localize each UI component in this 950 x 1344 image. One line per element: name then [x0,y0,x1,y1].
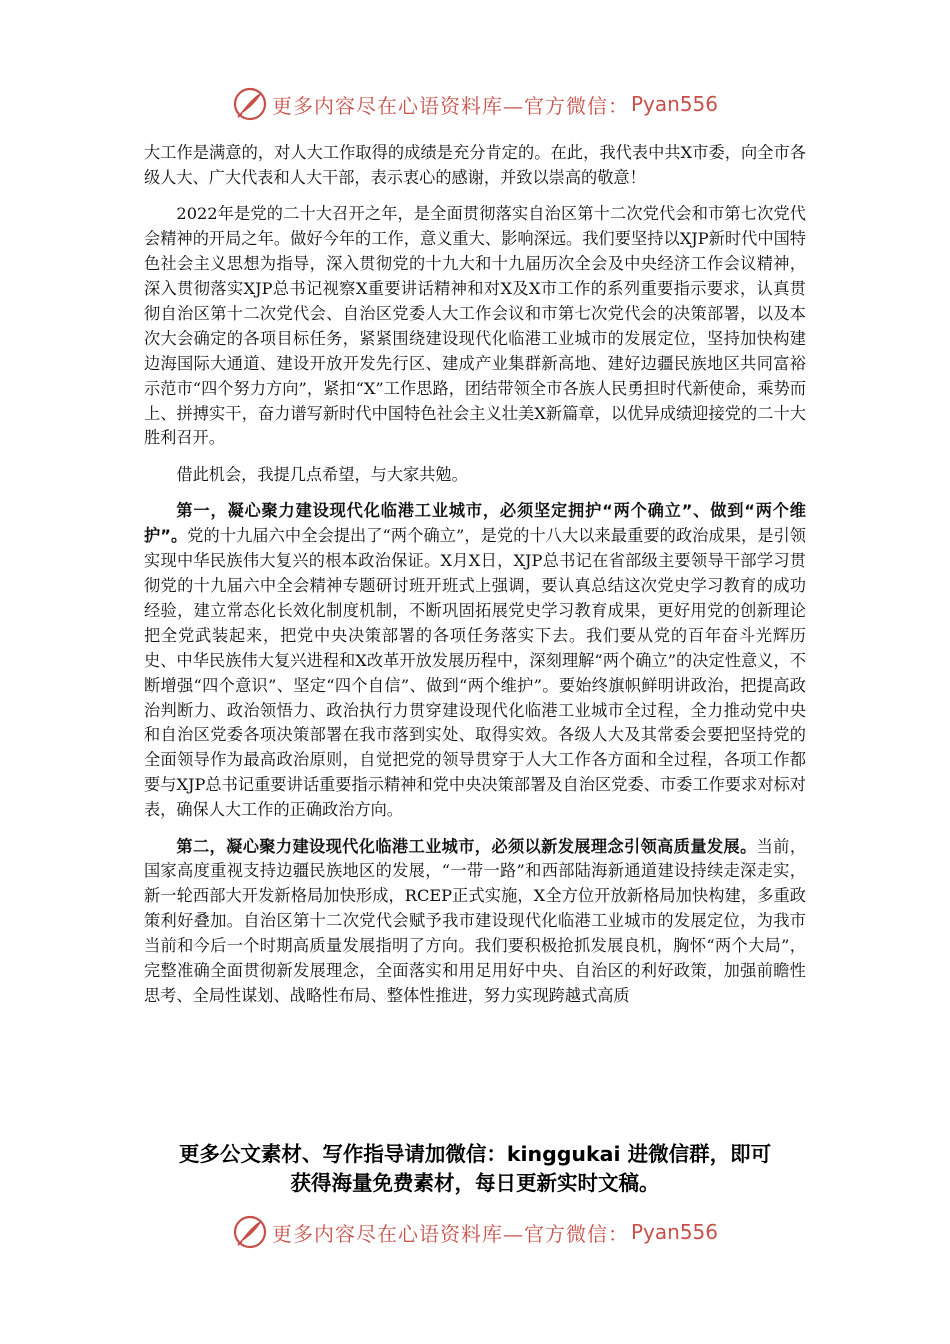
watermark-text: 更多内容尽在心语资料库—官方微信： [271,93,629,118]
paragraph-hopes-intro: 借此机会，我提几点希望，与大家共勉。 [176,464,468,484]
point-one-text: 党的十九届六中全会提出了“两个确立”，是党的十八大以来最重要的政治成果，是引领实现中华民族伟大复兴的根本政治保证。X月X日，XJP总书记在省部级主要领导干部学习贯彻党的十九届六中全会精神专题研讨班开班式上强调，要认真总结这次党史学习教育的成功经验，建立常态化长效化制度机制，不断巩固拓展党史学习教育成果，更好用党的创新理论把全党武装起来，把党中央决策部署的各项任务落实下去。我们要从党的百年奋斗光辉历史、中华民族伟大复兴进程和X改革开放发展历程中，深刻理解“两个确立”的决定性意义，不断增强“四个意识”、坚定“四个自信”、做到“两个维护”。要始终旗帜鲜明讲政治，把提高政治判断力、政治领悟力、政治执行力贯穿建设现代化临港工业城市全过程，全力推动党中央和自治区党委各项决策部署在我市落到实处、取得实效。各级人大及其常委会要把坚持党的全面领导作为最高政治原则，自觉把党的领导贯穿于人大工作各方面和全过程，各项工作都要与XJP总书记重要讲话重要指示精神和党中央决策部署及自治区党委、市委工作要求对标对表，确保人大工作的正确政治方向。 [144,526,806,820]
watermark-wechat-id: Pyan556 [630,1220,718,1244]
point-two-heading: 第二，凝心聚力建设现代化临港工业城市，必须以新发展理念引领高质量发展。 [176,836,757,856]
footer-watermark [0,1212,950,1252]
paragraph-point-one [144,499,806,823]
point-two-text: 当前，国家高度重视支持边疆民族地区的发展，“一带一路”和西部陆海新通道建设持续走深走实，新一轮西部大开发新格局加快形成，RCEP正式实施，X全方位开放新格局加快构建，多重政策利好叠加。自治区第十二次党代会赋予我市建设现代化临港工业城市的发展定位，为我市当前和今后一个时期高质量发展指明了方向。我们要积极抢抓发展良机，胸怀“两个大局”，完整准确全面贯彻新发展理念，全面落实和用足用好中央、自治区的利好政策，加强前瞻性思考、全局性谋划、战略性布局、整体性推进，努力实现跨越式高质 [144,836,807,1005]
promo-line-2: 获得海量免费素材，每日更新实时文稿。 [290,1171,660,1195]
paragraph-point-two [144,835,806,1009]
watermark-text: 更多内容尽在心语资料库—官方微信： [271,1221,629,1246]
watermark-wechat-id: Pyan556 [630,92,718,116]
document-body [144,141,806,1009]
header-watermark [0,84,950,124]
paragraph-continuation: 大工作是满意的，对人大工作取得的成绩是充分肯定的。在此，我代表中共X市委，向全市各级人大、广大代表和人大干部，表示衷心的感谢，并致以崇高的敬意！ [144,143,806,187]
promo-line-1: 更多公文素材、写作指导请加微信：kinggukai 进微信群，即可 [178,1142,772,1166]
point-one-heading: 第一，凝心聚力建设现代化临港工业城市，必须坚定拥护“两个确立”、做到“两个维护”。 [144,501,806,546]
quill-logo-icon [232,1214,268,1250]
paragraph-2022-goals: 2022年是党的二十大召开之年，是全面贯彻落实自治区第十二次党代会和市第七次党代会精神的开局之年。做好今年的工作，意义重大、影响深远。我们要坚持以XJP新时代中国特色社会主义思想为指导，深入贯彻党的十九大和十九届历次全会及中央经济工作会议精神，深入贯彻落实XJP总书记视察X重要讲话精神和对X及X市工作的系列重要指示要求，认真贯彻自治区第十二次党代会、自治区党委人大工作会议和市第七次党代会的决策部署，以及本次大会确定的各项目标任务，紧紧围绕建设现代化临港工业城市的发展定位，坚持加快构建边海国际大通道、建设开放开发先行区、建成产业集群新高地、建好边疆民族地区共同富裕示范市“四个努力方向”，紧扣“X”工作思路，团结带领全市各族人民勇担时代新使命，乘势而上、拼搏实干，奋力谱写新时代中国特色社会主义壮美X新篇章，以优异成绩迎接党的二十大胜利召开。 [144,204,806,448]
promo-banner [120,1140,830,1198]
quill-logo-icon [232,86,268,122]
